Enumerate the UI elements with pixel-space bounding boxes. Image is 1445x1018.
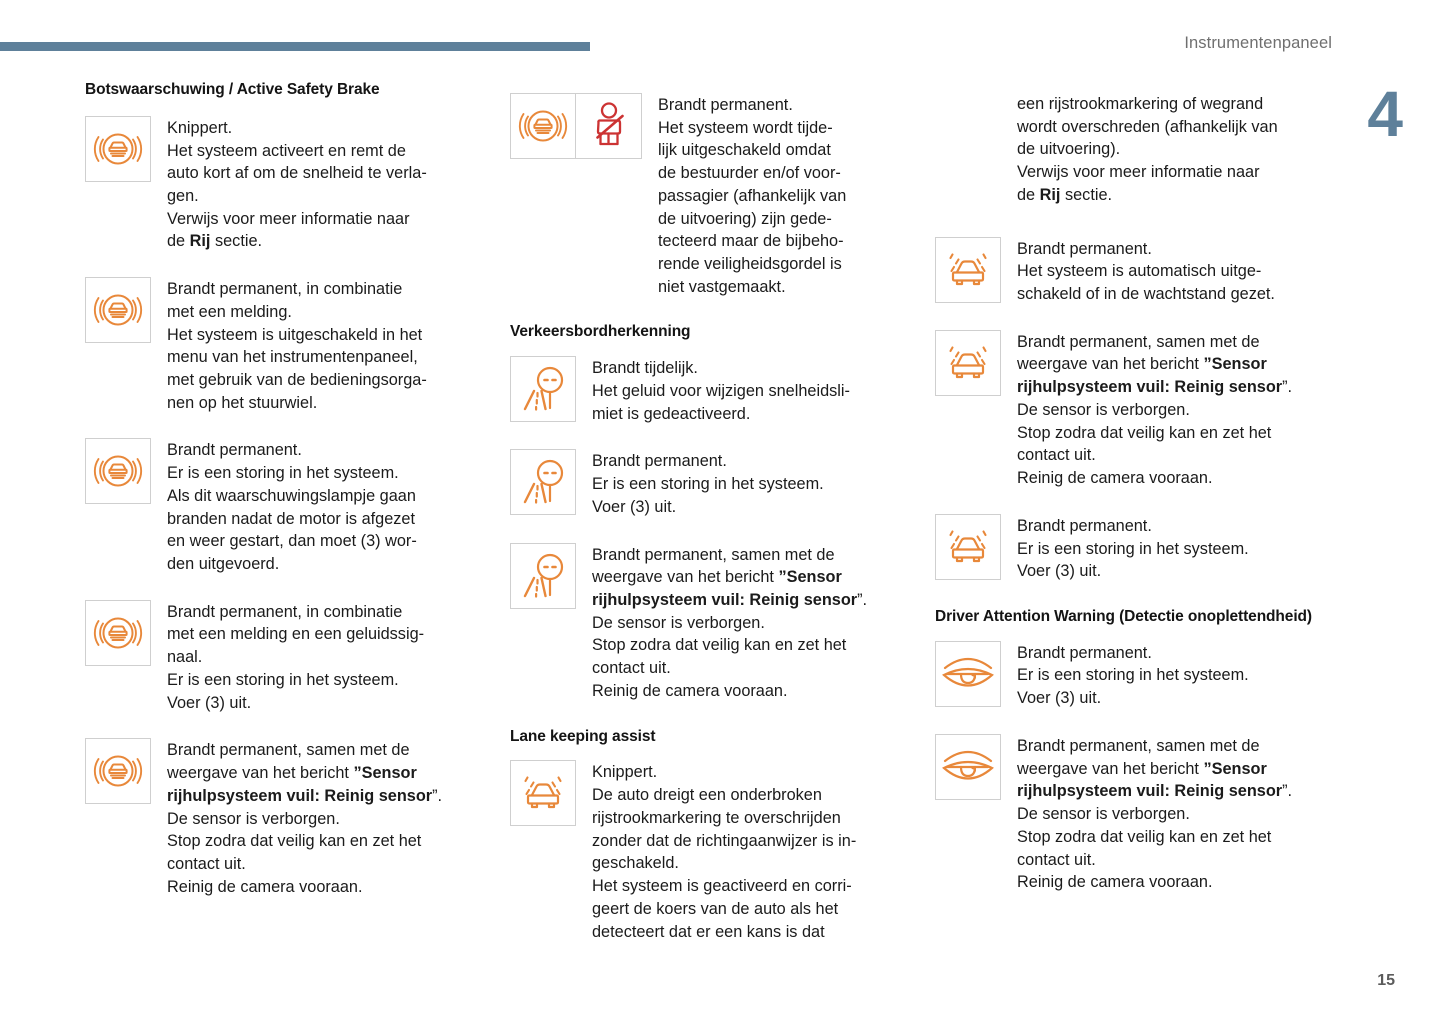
seatbelt-unfastened-icon [576, 93, 642, 159]
entry-list-traffic-sign [510, 356, 935, 702]
text-line: contact uit. [1017, 850, 1096, 869]
text-line: passagier (afhankelijk van [658, 186, 847, 205]
text-line: weergave van het bericht ”Sensor [1017, 355, 1267, 374]
text-line: Reinig de camera vooraan. [592, 681, 788, 700]
text-line: Stop zodra dat veilig kan en zet het [592, 636, 847, 655]
text-line: Er is een storing in het systeem. [1017, 539, 1249, 558]
lane-keeping-assist-icon [510, 760, 576, 826]
warning-lamp-entry [510, 356, 935, 425]
page-number: 15 [1377, 972, 1395, 989]
text-line: Brandt permanent, in combinatie [167, 602, 403, 621]
warning-lamp-icon-group [85, 738, 151, 804]
collision-warning-icon [85, 738, 151, 804]
text-line: Brandt permanent. [592, 452, 727, 471]
text-line: weergave van het bericht ”Sensor [167, 764, 417, 783]
traffic-sign-recognition-icon [510, 543, 576, 609]
warning-lamp-description [592, 543, 935, 703]
warning-lamp-description [1017, 330, 1360, 490]
collision-warning-icon [85, 438, 151, 504]
text-line: Stop zodra dat veilig kan en zet het [1017, 423, 1272, 442]
text-line: contact uit. [167, 854, 246, 873]
entry-list-lane-keeping [510, 760, 935, 943]
collision-warning-icon [85, 116, 151, 182]
text-line: Het systeem is geactiveerd en corri- [592, 877, 852, 896]
text-line: weergave van het bericht ”Sensor [592, 568, 842, 587]
text-line: Stop zodra dat veilig kan en zet het [1017, 827, 1272, 846]
emphasis-text: rijhulpsysteem vuil: Reinig sensor [167, 786, 433, 805]
text-line: de uitvoering) zijn gede- [658, 209, 832, 228]
entry-list-lane-keeping-right [935, 237, 1360, 583]
warning-lamp-description [592, 356, 935, 425]
section-title-lane-keeping-assist: Lane keeping assist [510, 727, 656, 745]
entry-list-seatbelt [510, 93, 935, 298]
text-line: Het systeem activeert en remt de [167, 141, 406, 160]
emphasis-text: Rij [1039, 185, 1061, 204]
text-line: Het systeem is automatisch uitge- [1017, 262, 1262, 281]
text-line: met een melding. [167, 302, 292, 321]
page-header-title: Instrumentenpaneel [1184, 34, 1332, 52]
text-line: contact uit. [1017, 446, 1096, 465]
emphasis-text: ”Sensor [778, 568, 842, 587]
text-line: Brandt permanent, samen met de [167, 741, 410, 760]
emphasis-text: ”Sensor [353, 764, 417, 783]
text-line: Voer (3) uit. [592, 497, 677, 516]
warning-lamp-icon-group [85, 116, 151, 182]
text-line: met een melding en een geluidssig- [167, 625, 425, 644]
text-line: Reinig de camera vooraan. [1017, 873, 1213, 892]
text-line: Er is een storing in het systeem. [167, 464, 399, 483]
warning-lamp-description [592, 449, 935, 518]
text-line: geert de koers van de auto als het [592, 899, 839, 918]
header-accent-rule [0, 42, 590, 51]
text-line: Brandt permanent. [658, 96, 793, 114]
chapter-number: 4 [1367, 78, 1403, 150]
text-line: Voer (3) uit. [1017, 689, 1102, 708]
warning-lamp-description [167, 738, 510, 898]
text-line: weergave van het bericht ”Sensor [1017, 759, 1267, 778]
text-line: Verwijs voor meer informatie naar [1017, 163, 1260, 182]
text-line: den uitgevoerd. [167, 555, 280, 574]
warning-lamp-description [167, 600, 510, 715]
text-line: Als dit waarschuwingslampje gaan [167, 486, 416, 505]
text-line: De auto dreigt een onderbroken [592, 786, 822, 805]
warning-lamp-icon-group [935, 514, 1001, 580]
warning-lamp-icon-group [510, 543, 576, 609]
warning-lamp-description [1017, 237, 1360, 306]
warning-lamp-entry [85, 277, 510, 414]
warning-lamp-description [167, 277, 510, 414]
warning-lamp-description [167, 438, 510, 575]
warning-lamp-icon-group [935, 330, 1001, 396]
collision-warning-icon [510, 93, 576, 159]
collision-warning-icon [85, 600, 151, 666]
text-line: rijstrookmarkering te overschrijden [592, 808, 841, 827]
warning-lamp-icon-group [935, 734, 1001, 800]
warning-lamp-entry [935, 734, 1360, 894]
text-line: detecteert dat er een kans is dat [592, 922, 825, 941]
text-line: Stop zodra dat veilig kan en zet het [167, 832, 422, 851]
text-line: Brandt permanent. [1017, 643, 1152, 662]
text-line: Het systeem is uitgeschakeld in het [167, 325, 423, 344]
text-line: Brandt tijdelijk. [592, 359, 698, 378]
warning-lamp-entry [510, 93, 935, 298]
text-line: auto kort af om de snelheid te verla- [167, 164, 427, 183]
text-line: de uitvoering). [1017, 140, 1121, 159]
text-line: Er is een storing in het systeem. [592, 475, 824, 494]
emphasis-text: Rij [189, 232, 211, 251]
warning-lamp-icon-group [510, 93, 642, 159]
lane-keeping-continuation-text [935, 93, 1360, 207]
text-line: tecteerd maar de bijbeho- [658, 232, 844, 251]
text-line: wordt overschreden (afhankelijk van [1017, 117, 1278, 136]
driver-attention-eye-icon [935, 641, 1001, 707]
warning-lamp-entry [510, 449, 935, 518]
text-line: niet vastgemaakt. [658, 277, 786, 296]
warning-lamp-description [592, 760, 935, 943]
warning-lamp-entry [935, 237, 1360, 306]
text-line: Brandt permanent, samen met de [1017, 332, 1260, 351]
collision-warning-icon [85, 277, 151, 343]
text-line: rijhulpsysteem vuil: Reinig sensor”. [1017, 782, 1293, 801]
text-line: branden nadat de motor is afgezet [167, 509, 416, 528]
text-line: Brandt permanent. [1017, 239, 1152, 258]
entry-list-collision [85, 116, 510, 899]
text-line: nen op het stuurwiel. [167, 393, 318, 412]
text-line: Verwijs voor meer informatie naar [167, 209, 410, 228]
column-left [85, 80, 510, 967]
text-line: met gebruik van de bedieningsorga- [167, 371, 427, 390]
text-line: schakeld of in de wachtstand gezet. [1017, 285, 1275, 304]
warning-lamp-entry [935, 514, 1360, 583]
text-line: rijhulpsysteem vuil: Reinig sensor”. [1017, 378, 1293, 397]
text-line: Brandt permanent. [1017, 516, 1152, 535]
text-line: rijhulpsysteem vuil: Reinig sensor”. [592, 591, 868, 610]
text-line: lijk uitgeschakeld omdat [658, 141, 831, 160]
text-line: naal. [167, 648, 203, 667]
warning-lamp-entry [85, 116, 510, 253]
column-middle-spacer [510, 80, 935, 93]
section-title-driver-attention-warning: Driver Attention Warning (Detectie onoplettendheid) [935, 607, 1312, 625]
text-line: de Rij sectie. [1017, 185, 1113, 204]
text-line: Knippert. [592, 763, 658, 782]
text-line: Voer (3) uit. [167, 693, 252, 712]
column-right-spacer [935, 80, 1360, 93]
warning-lamp-description [167, 116, 510, 253]
page-columns [85, 80, 1385, 967]
warning-lamp-icon-group [85, 438, 151, 504]
entry-list-driver-attention [935, 641, 1360, 894]
emphasis-text: ”Sensor [1203, 355, 1267, 374]
text-line: De sensor is verborgen. [1017, 805, 1190, 824]
warning-lamp-entry [935, 641, 1360, 710]
warning-lamp-icon-group [510, 449, 576, 515]
warning-lamp-icon-group [510, 356, 576, 422]
traffic-sign-recognition-icon [510, 356, 576, 422]
text-line: miet is gedeactiveerd. [592, 404, 751, 423]
lane-keeping-assist-icon [935, 330, 1001, 396]
warning-lamp-entry [85, 600, 510, 715]
text-line: zonder dat de richtingaanwijzer is in- [592, 831, 857, 850]
warning-lamp-description [1017, 734, 1360, 894]
text-line: Knippert. [167, 118, 233, 137]
text-line: een rijstrookmarkering of wegrand [1017, 95, 1264, 113]
text-line: rende veiligheidsgordel is [658, 255, 842, 274]
text-line: Reinig de camera vooraan. [1017, 469, 1213, 488]
text-line: contact uit. [592, 659, 671, 678]
warning-lamp-entry [935, 330, 1360, 490]
text-line: Voer (3) uit. [1017, 562, 1102, 581]
warning-lamp-entry [85, 438, 510, 575]
warning-lamp-description [1017, 514, 1360, 583]
text-line: Brandt permanent. [167, 441, 302, 460]
text-line: Er is een storing in het systeem. [1017, 666, 1249, 685]
text-line: Het systeem wordt tijde- [658, 118, 833, 137]
warning-lamp-entry [510, 760, 935, 943]
warning-lamp-icon-group [935, 237, 1001, 303]
text-line: Reinig de camera vooraan. [167, 877, 363, 896]
warning-lamp-icon-group [510, 760, 576, 826]
emphasis-text: rijhulpsysteem vuil: Reinig sensor [592, 591, 858, 610]
emphasis-text: rijhulpsysteem vuil: Reinig sensor [1017, 378, 1283, 397]
column-right [935, 80, 1360, 967]
warning-lamp-description [1017, 641, 1360, 710]
text-line: De sensor is verborgen. [167, 809, 340, 828]
text-line: Het geluid voor wijzigen snelheidsli- [592, 382, 850, 401]
text-line: en weer gestart, dan moet (3) wor- [167, 532, 417, 551]
section-title-traffic-sign-recognition: Verkeersbordherkenning [510, 323, 691, 341]
driver-attention-eye-icon [935, 734, 1001, 800]
warning-lamp-icon-group [85, 600, 151, 666]
text-line: de Rij sectie. [167, 232, 263, 251]
warning-lamp-description [658, 93, 935, 298]
warning-lamp-entry [85, 738, 510, 898]
warning-lamp-icon-group [935, 641, 1001, 707]
text-line: Brandt permanent, samen met de [1017, 736, 1260, 755]
text-line: geschakeld. [592, 854, 679, 873]
text-line: Er is een storing in het systeem. [167, 670, 399, 689]
text-line: De sensor is verborgen. [1017, 400, 1190, 419]
lane-keeping-assist-icon [935, 237, 1001, 303]
text-line: de bestuurder en/of voor- [658, 164, 841, 183]
warning-lamp-entry [510, 543, 935, 703]
text-line: rijhulpsysteem vuil: Reinig sensor”. [167, 786, 443, 805]
text-line: menu van het instrumentenpaneel, [167, 348, 418, 367]
emphasis-text: rijhulpsysteem vuil: Reinig sensor [1017, 782, 1283, 801]
text-line: Brandt permanent, in combinatie [167, 280, 403, 299]
traffic-sign-recognition-icon [510, 449, 576, 515]
text-line: gen. [167, 186, 199, 205]
text-line: De sensor is verborgen. [592, 613, 765, 632]
emphasis-text: ”Sensor [1203, 759, 1267, 778]
text-line: Brandt permanent, samen met de [592, 545, 835, 564]
lane-keeping-assist-icon [935, 514, 1001, 580]
section-title-collision-warning: Botswaarschuwing / Active Safety Brake [85, 81, 380, 98]
warning-lamp-icon-group [85, 277, 151, 343]
column-middle [510, 80, 935, 967]
